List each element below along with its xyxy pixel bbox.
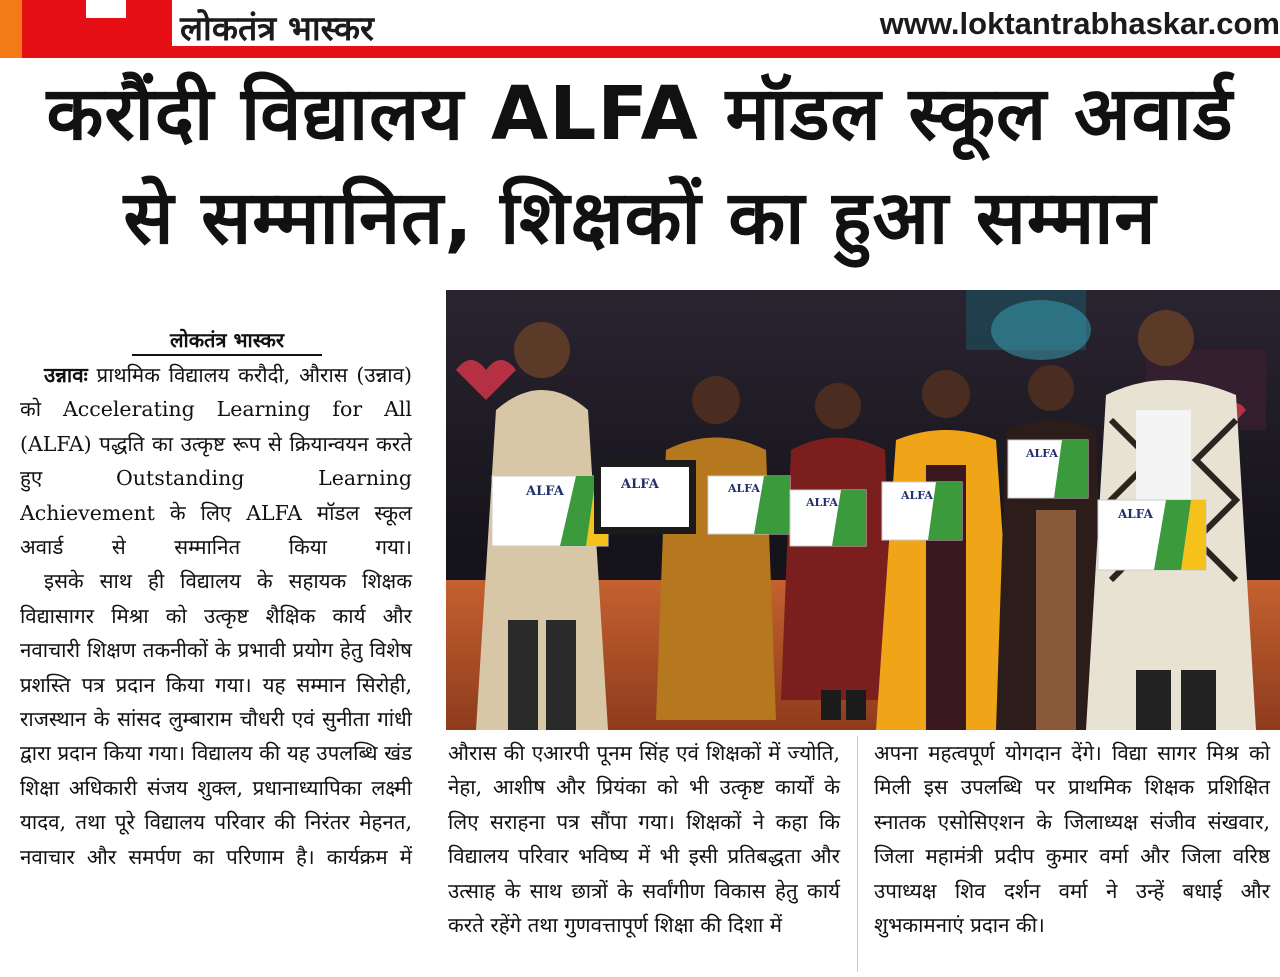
byline: लोकतंत्र भास्कर [132,326,322,356]
svg-text:ALFA: ALFA [1118,507,1153,521]
article-paragraph-4: अपना महत्वपूर्ण योगदान देंगे। विद्या सागर मिश्र को मिली इस उपलब्धि पर प्राथमिक शिक्षक प्रशिक्षित स्नातक एसोसिएशन के जिलाध्यक्ष संजीव संखवार, जिला महामंत्री प्रदीप कुमार वर्मा और जिला वरिष्ठ उपाध्यक्ष शिव दर्शन वर्मा ने उन्हें बधाई और शुभकामनाएं प्रदान की। [874,741,1270,938]
website-url: www.loktantrabhaskar.com [879,6,1280,41]
event-photo [446,290,1280,730]
svg-text:ALFA: ALFA [806,496,838,509]
article-column-left [20,326,412,874]
certificate [708,476,790,534]
article-column-middle [448,736,840,942]
column-divider [857,736,858,972]
svg-text:ALFA: ALFA [621,477,659,492]
certificate [882,482,962,540]
paper-name: लोकतंत्र भास्कर [180,9,374,49]
article-paragraph-2: इसके साथ ही विद्यालय के सहायक शिक्षक विद्यासागर मिश्रा को उत्कृष्ट शैक्षिक कार्य और नवाचारी शिक्षण तकनीकों के प्रभावी प्रयोग हेतु विशेष प्रशस्ति पत्र प्रदान किया गया। यह सम्मान सिरोही, राजस्थान के सांसद लुम्बाराम चौधरी एवं सुनीता गांधी द्वारा प्रदान किया गया। विद्यालय की यह उपलब्धि खंड शिक्षा अधिकारी संजय शुक्ल, प्रधानाध्यापिका लक्ष्मी यादव, तथा पूरे विद्यालय परिवार की निरंतर मेहनत, नवाचार और समर्पण का परिणाम है। कार्यक्रम में [20,569,412,869]
article-paragraph-1 [20,358,412,564]
certificate [1008,440,1088,498]
svg-text:ALFA: ALFA [526,484,564,499]
certificate [790,490,866,546]
logo-mark-icon [86,0,126,18]
headline-line-2: से सम्मानित, शिक्षकों का हुआ सम्मान [123,175,1157,261]
article-column-right [874,736,1270,942]
certificate [1098,500,1206,570]
headline-line-1: करौंदी विद्यालय ALFA मॉडल स्कूल अवार्ड [46,71,1234,157]
certificate [492,476,608,546]
dateline: उन्नावः [44,363,88,387]
masthead [0,0,1280,58]
paragraph-1-text: प्राथमिक विद्यालय करौदी, औरास (उन्नाव) को Accelerating Learning for All (ALFA) पद्धति का उत्कृष्ट रूप से क्रियान्वयन करते हुए Outstanding Learning Achievement के लिए ALFA मॉडल स्कूल अवार्ड से सम्मानित किया गया। [20,363,412,560]
svg-text:ALFA: ALFA [1026,447,1058,460]
headline [0,62,1280,270]
article-body [20,358,412,874]
article-paragraph-3: औरास की एआरपी पूनम सिंह एवं शिक्षकों में ज्योति, नेहा, आशीष और प्रियंका को भी उत्कृष्ट कार्यों के लिए सराहना पत्र सौंपा गया। शिक्षकों ने कहा कि विद्यालय परिवार भविष्य में भी इसी प्रतिबद्धता और उत्साह के साथ छात्रों के सर्वांगीण विकास हेतु कार्य करते रहेंगे तथा गुणवत्तापूर्ण शिक्षा की दिशा में [448,741,840,938]
certificate [594,460,696,534]
svg-text:ALFA: ALFA [728,482,760,495]
event-photo-illustration [446,290,1280,730]
svg-text:ALFA: ALFA [901,489,933,502]
